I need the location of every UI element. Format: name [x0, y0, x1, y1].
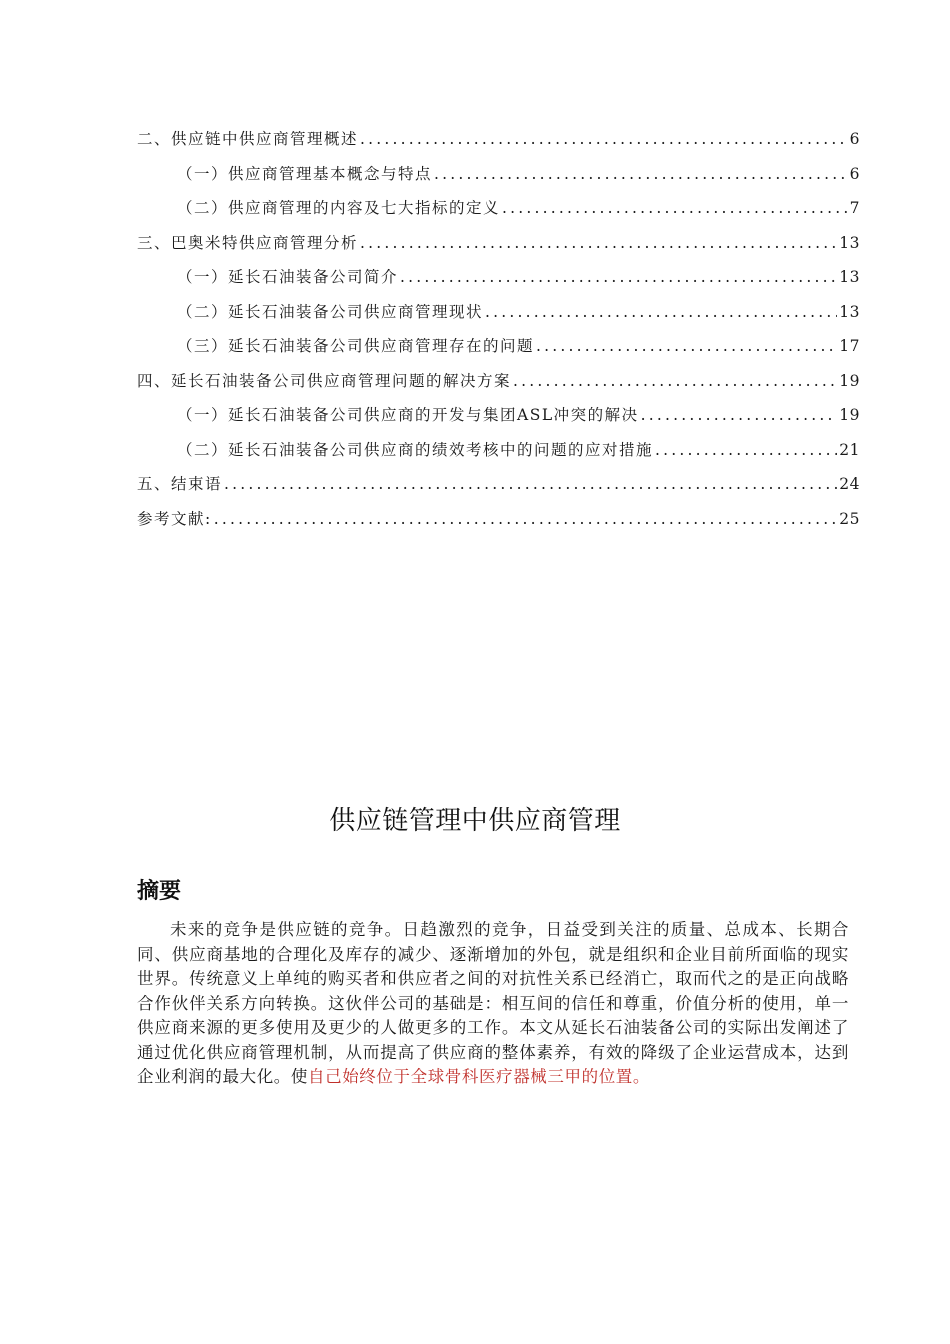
toc-leader-dots: [655, 433, 837, 468]
toc-leader-dots: [214, 502, 838, 537]
toc-entry[interactable]: [137, 191, 860, 226]
toc-entry-title: （二）延长石油装备公司供应商管理现状: [177, 302, 484, 321]
toc-entry-title: （一）供应商管理基本概念与特点: [177, 164, 433, 183]
document-title: 供应链管理中供应商管理: [329, 806, 621, 836]
toc-entry-page: 6: [849, 164, 860, 183]
toc-leader-dots: [641, 398, 838, 433]
toc-entry-page: 17: [839, 337, 860, 355]
toc-leader-dots: [360, 226, 837, 261]
toc-entry[interactable]: [137, 226, 860, 261]
toc-leader-dots: [400, 260, 837, 295]
toc-entry-title: 二、供应链中供应商管理概述: [137, 130, 359, 148]
toc-entry-page: 19: [839, 406, 860, 424]
toc-entry[interactable]: [137, 502, 860, 537]
toc-entry[interactable]: [137, 364, 860, 399]
toc-entry-page: 21: [839, 440, 860, 459]
abstract-heading: 摘要: [137, 879, 182, 904]
toc-entry-page: 25: [839, 509, 860, 528]
toc-leader-dots: [502, 191, 848, 226]
toc-leader-dots: [360, 122, 848, 157]
abstract-paragraph: [137, 918, 849, 1090]
toc-entry[interactable]: [137, 467, 860, 502]
toc-entry-title: （二）延长石油装备公司供应商的绩效考核中的问题的应对措施: [177, 440, 654, 459]
toc-entry[interactable]: [137, 260, 860, 295]
table-of-contents: [137, 122, 860, 536]
toc-entry-title: 五、结束语: [137, 475, 223, 493]
toc-entry-title: 参考文献:: [137, 509, 212, 528]
toc-entry-title: （一）延长石油装备公司供应商的开发与集团ASL冲突的解决: [177, 406, 639, 424]
toc-entry-page: 19: [839, 371, 860, 390]
toc-entry-page: 13: [839, 233, 860, 252]
toc-entry-page: 24: [839, 475, 860, 493]
toc-entry-title: 三、巴奥米特供应商管理分析: [137, 233, 359, 252]
toc-leader-dots: [224, 467, 837, 502]
abstract-text: 未来的竞争是供应链的竞争。日趋激烈的竞争，日益受到关注的质量、总成本、长期合同、供应商基地的合理化及库存的减少、逐渐增加的外包，就是组织和企业目前所面临的现实世界。传统意义上单纯的购买者和供应者之间的对抗性关系已经消亡，取而代之的是正向战略合作伙伴关系方向转换。这伙伴公司的基础是：相互间的信任和尊重，价值分析的使用，单一供应商来源的更多使用及更少的人做更多的工作。本文从延长石油装备公司的实际出发阐述了通过优化供应商管理机制，从而提高了供应商的整体素养，有效的降级了企业运营成本，达到企业利润的最大化。使: [137, 920, 849, 1086]
toc-entry-page: 7: [849, 199, 860, 217]
toc-leader-dots: [513, 364, 837, 399]
toc-entry[interactable]: [137, 122, 860, 157]
toc-entry-page: 6: [849, 130, 860, 148]
toc-entry-page: 13: [839, 302, 860, 321]
toc-leader-dots: [485, 295, 837, 330]
toc-entry-title: 四、延长石油装备公司供应商管理问题的解决方案: [137, 371, 512, 390]
toc-leader-dots: [536, 329, 837, 364]
abstract-highlight-text: 自己始终位于全球骨科医疗器械三甲的位置。: [308, 1067, 650, 1086]
toc-entry-title: （一）延长石油装备公司简介: [177, 268, 399, 286]
toc-entry[interactable]: [137, 433, 860, 468]
toc-entry-title: （三）延长石油装备公司供应商管理存在的问题: [177, 337, 535, 355]
toc-entry-page: 13: [839, 268, 860, 286]
toc-entry[interactable]: [137, 295, 860, 330]
toc-leader-dots: [434, 157, 848, 192]
toc-entry[interactable]: [137, 157, 860, 192]
toc-entry[interactable]: [137, 329, 860, 364]
toc-entry-title: （二）供应商管理的内容及七大指标的定义: [177, 199, 501, 217]
toc-entry[interactable]: [137, 398, 860, 433]
